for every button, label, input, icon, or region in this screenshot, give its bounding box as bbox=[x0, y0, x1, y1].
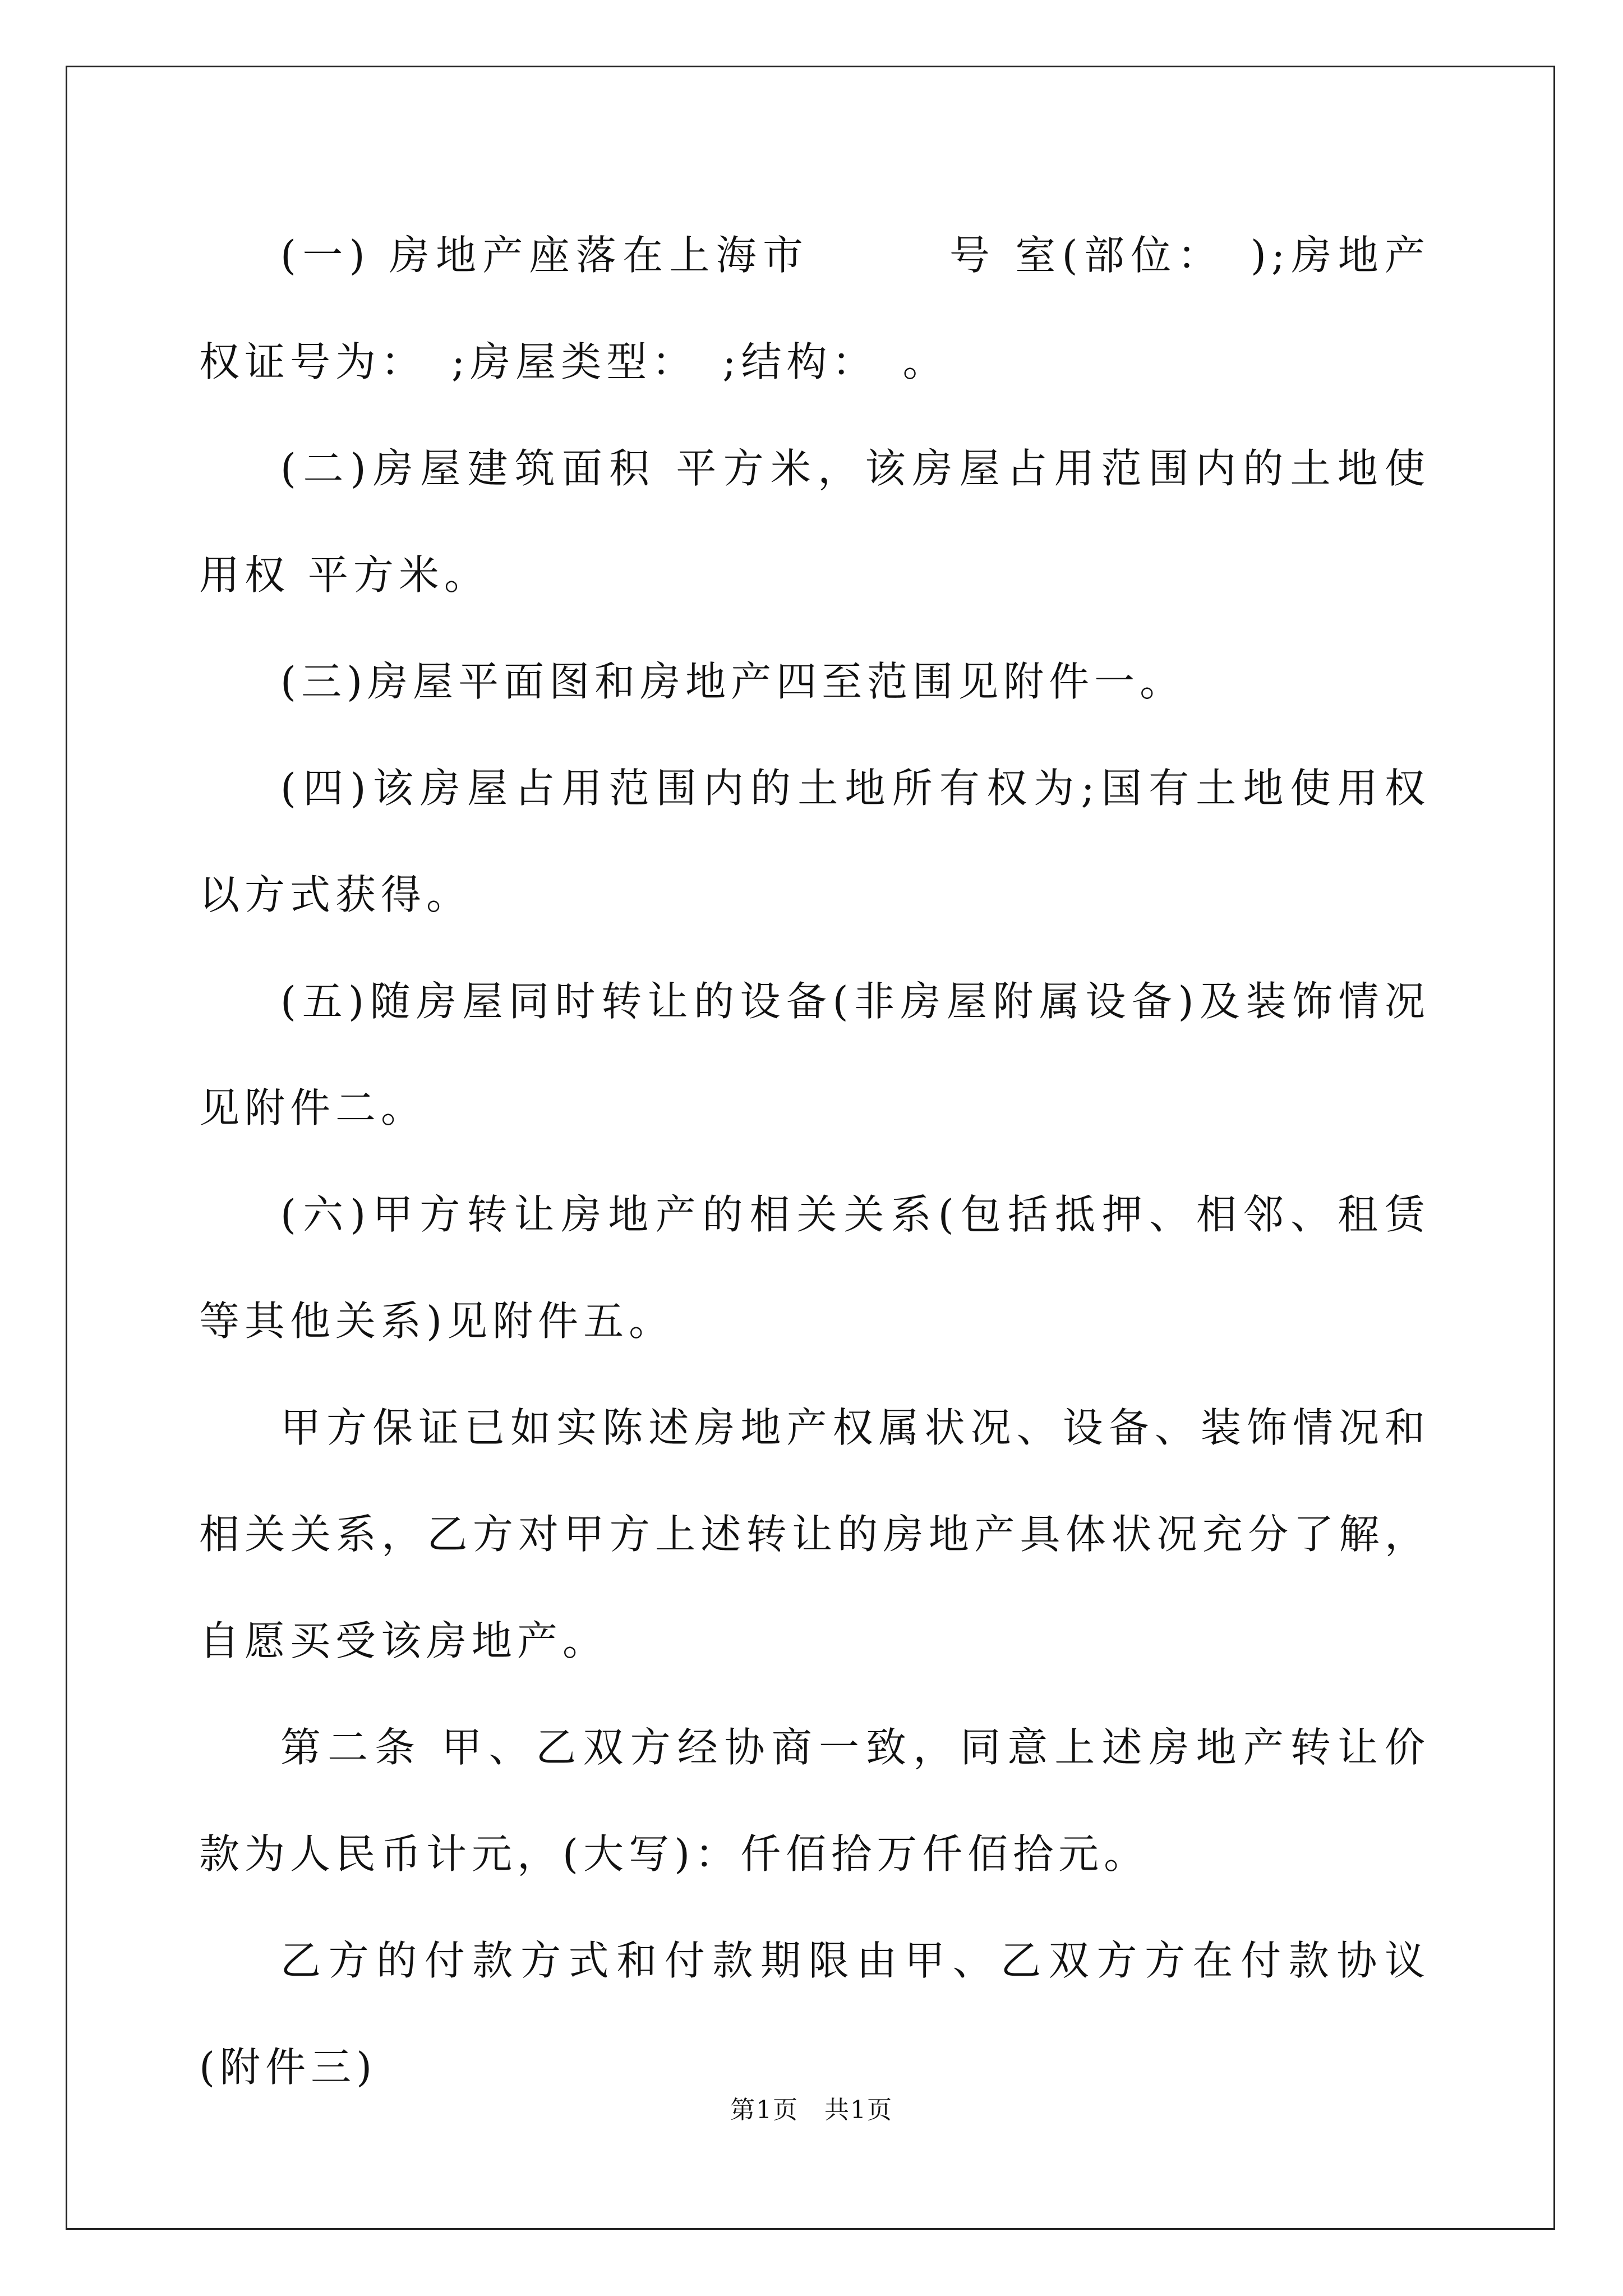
paragraph-6: (六)甲方转让房地产的相关关系(包括抵押、相邻、租赁等其他关系)见附件五。 bbox=[199, 1191, 1430, 1345]
page-footer: 第1页 共1页 bbox=[730, 2096, 893, 2124]
paragraph-2: (二)房屋建筑面积 平方米，该房屋占用范围内的土地使用权 平方米。 bbox=[199, 445, 1430, 599]
paragraph-5: (五)随房屋同时转让的设备(非房屋附属设备)及装饰情况见附件二。 bbox=[199, 978, 1430, 1131]
paragraph-4: (四)该房屋占用范围内的土地所有权为;国有土地使用权以方式获得。 bbox=[199, 765, 1430, 918]
paragraph-7: 甲方保证已如实陈述房地产权属状况、设备、装饰情况和相关关系，乙方对甲方上述转让的房地产具体状况充分了解，自愿买受该房地产。 bbox=[199, 1404, 1430, 1664]
document-body bbox=[199, 202, 1430, 2120]
paragraph-9: 乙方的付款方式和付款期限由甲、乙双方方在付款协议(附件三) bbox=[199, 1937, 1430, 2091]
paragraph-8: 第二条 甲、乙双方经协商一致，同意上述房地产转让价款为人民币计元，(大写)：仟佰拾万仟佰拾元。 bbox=[199, 1724, 1430, 1878]
paragraph-3: (三)房屋平面图和房地产四至范围见附件一。 bbox=[280, 658, 1186, 705]
paragraph-1: (一) 房地产座落在上海市 号 室(部位： );房地产权证号为： ;房屋类型： ;结构： 。 bbox=[199, 232, 1430, 385]
